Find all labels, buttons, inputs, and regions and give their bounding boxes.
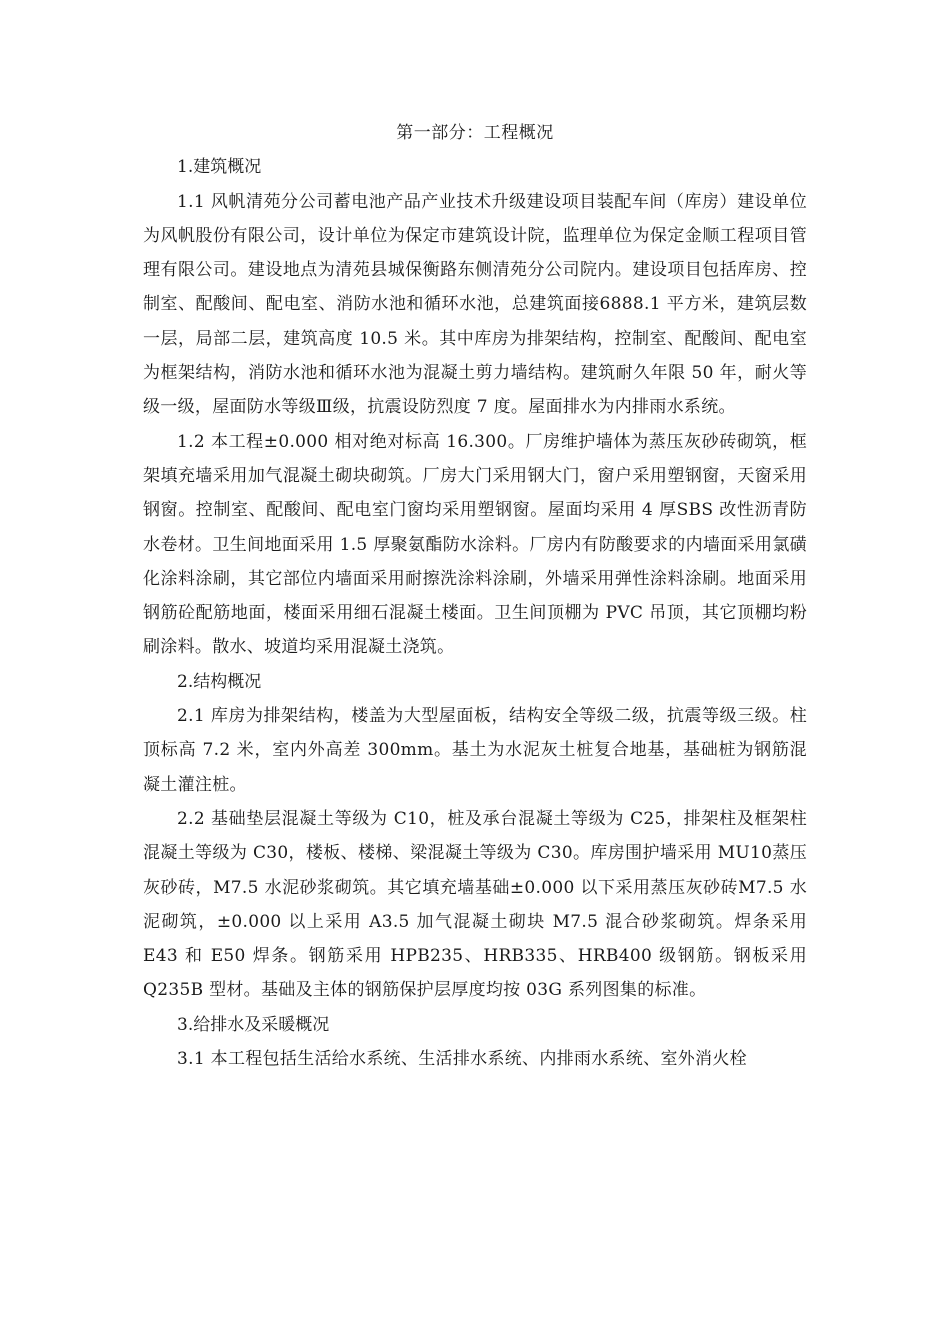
section-heading-building: 1.建筑概况 [177,157,262,178]
section-heading-plumbing: 3.给排水及采暖概况 [177,1014,330,1035]
page-title: 第一部分：工程概况 [396,123,554,143]
paragraph-2-2: 2.2 基础垫层混凝土等级为 C10，桩及承台混凝土等级为 C25，排架柱及框架柱混凝土等级为 C30，楼板、楼梯、梁混凝土等级为 C30。库房围护墙采用 MU10蒸压灰砂砖，M7.5 水泥砂浆砌筑。其它填充墙基础±0.000 以下采用蒸压灰砂砖M7.5 水泥砌筑，±0.000 以上采用 A3.5 加气混凝土砌块 M7.5 混合砂浆砌筑。焊条采用 E43 和 E50 焊条。钢筋采用 HPB235、HRB335、HRB400 级钢筋。钢板采用Q235B 型材。基础及主体的钢筋保护层厚度均按 03G 系列图集的标准。 [143,808,807,1001]
paragraph-3-1: 3.1 本工程包括生活给水系统、生活排水系统、内排雨水系统、室外消火栓 [177,1049,747,1070]
section-heading-structure: 2.结构概况 [177,671,262,692]
paragraph-1-1: 1.1 风帆清苑分公司蓄电池产品产业技术升级建设项目装配车间（库房）建设单位为风帆股份有限公司，设计单位为保定市建筑设计院，监理单位为保定金顺工程项目管理有限公司。建设地点为清苑县城保衡路东侧清苑分公司院内。建设项目包括库房、控制室、配酸间、配电室、消防水池和循环水池，总建筑面接6888.1 平方米，建筑层数一层，局部二层，建筑高度 10.5 米。其中库房为排架结构，控制室、配酸间、配电室为框架结构，消防水池和循环水池为混凝土剪力墙结构。建筑耐久年限 50 年，耐火等级一级，屋面防水等级Ⅲ级，抗震设防烈度 7 度。屋面排水为内排雨水系统。 [143,191,807,418]
paragraph-1-2: 1.2 本工程±0.000 相对绝对标高 16.300。厂房维护墙体为蒸压灰砂砖砌筑，框架填充墙采用加气混凝土砌块砌筑。厂房大门采用钢大门，窗户采用塑钢窗，天窗采用钢窗。控制室、配酸间、配电室门窗均采用塑钢窗。屋面均采用 4 厚SBS 改性沥青防水卷材。卫生间地面采用 1.5 厚聚氨酯防水涂料。厂房内有防酸要求的内墙面采用氯磺化涂料涂刷，其它部位内墙面采用耐擦洗涂料涂刷，外墙采用弹性涂料涂刷。地面采用钢筋砼配筋地面，楼面采用细石混凝土楼面。卫生间顶棚为 PVC 吊顶，其它顶棚均粉刷涂料。散水、坡道均采用混凝土浇筑。 [143,431,807,658]
paragraph-2-1: 2.1 库房为排架结构，楼盖为大型屋面板，结构安全等级二级，抗震等级三级。柱顶标高 7.2 米，室内外高差 300mm。基土为水泥灰土桩复合地基，基础桩为钢筋混凝土灌注桩。 [143,706,807,795]
document-body [143,116,807,1076]
